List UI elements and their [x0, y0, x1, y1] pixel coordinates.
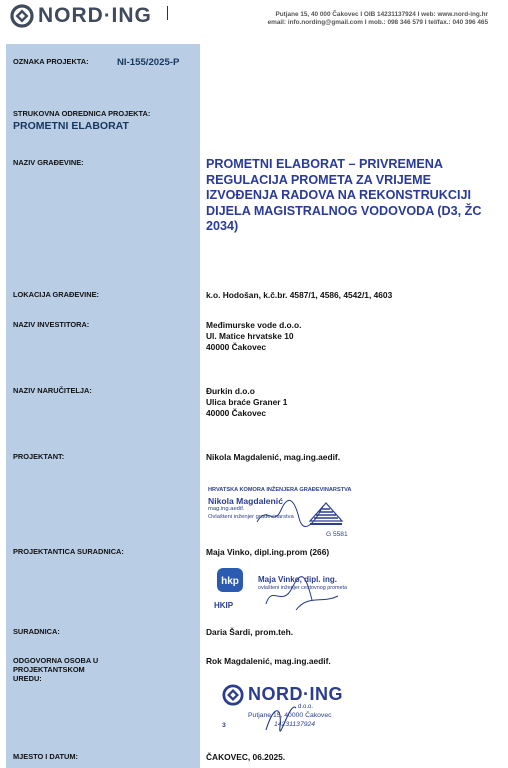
- designer-label: PROJEKTANT:: [13, 452, 65, 461]
- responsible-person-label: ODGOVORNA OSOBA U PROJEKTANTSKOM UREDU:: [13, 656, 99, 683]
- investor-label: NAZIV INVESTITORA:: [13, 320, 90, 329]
- svg-text:hkp: hkp: [221, 576, 239, 587]
- logo-text: NORD·ING: [38, 4, 152, 27]
- discipline-value: PROMETNI ELABORAT: [13, 120, 129, 132]
- project-code-label: OZNAKA PROJEKTA:: [13, 57, 89, 66]
- client-label: NAZIV NARUČITELJA:: [13, 386, 92, 395]
- header-divider: [167, 6, 168, 20]
- responsible-person-value: Rok Magdalenić, mag.ing.aedif.: [206, 656, 331, 666]
- company-stamp-logo-icon: [222, 684, 244, 706]
- client-value: Đurkin d.o.o Ulica braće Graner 1 40000 Čakovec: [206, 386, 288, 418]
- co-designer-value: Maja Vinko, dipl.ing.prom (266): [206, 547, 330, 557]
- co-designer-signature: [262, 574, 342, 614]
- nording-logo-icon: [10, 4, 34, 28]
- designer-signature: [255, 498, 325, 532]
- associate-label: SURADNICA:: [13, 627, 60, 636]
- building-name-label: NAZIV GRAĐEVINE:: [13, 158, 84, 167]
- place-date-value: ČAKOVEC, 06.2025.: [206, 752, 286, 762]
- hkip-logo-icon: [216, 567, 244, 593]
- location-value: k.o. Hodošan, k.č.br. 4587/1, 4586, 4542/1, 4603: [206, 290, 393, 300]
- building-name-value: PROMETNI ELABORAT – PRIVREMENA REGULACIJA PROMETA ZA VRIJEME IZVOĐENJA RADOVA NA REKONSTRUKCIJI DIJELA MAGISTRALNOG VODOVODA (D3, ŽC 2034): [206, 157, 482, 233]
- location-label: LOKACIJA GRAĐEVINE:: [13, 290, 99, 299]
- hkig-stamp: HRVATSKA KOMORA INŽENJERA GRAĐEVINARSTVA Nikola Magdalenić mag.ing.aedif. Ovlašteni inženjer građevinarstva G 5581: [208, 487, 352, 538]
- header-contact-info: Putjane 15, 40 000 Čakovec I OIB 14231137924 I web: www.nord-ing.hr email: info.nording@gmail.com I mob.: 098 346 579 I tel/fax.: 040 396 465: [267, 11, 488, 26]
- discipline-label: STRUKOVNA ODREDNICA PROJEKTA:: [13, 109, 151, 118]
- designer-value: Nikola Magdalenić, mag.ing.aedif.: [206, 452, 341, 462]
- company-stamp: NORD·ING d.o.o. Putjane 15, 40000 Čakovec 14231137924 3: [222, 684, 344, 729]
- co-designer-label: PROJEKTANTICA SURADNICA:: [13, 547, 124, 556]
- project-code-value: NI-155/2025-P: [117, 57, 180, 68]
- place-date-label: MJESTO I DATUM:: [13, 752, 79, 761]
- company-logo: [10, 3, 152, 29]
- investor-value: Međimurske vode d.o.o. Ul. Matice hrvatske 10 40000 Čakovec: [206, 320, 302, 352]
- associate-value: Daria Šardi, prom.teh.: [206, 627, 294, 637]
- hkip-stamp: hkp HKIP Maja Vinko, dipl. ing. ovlašteni inženjer cestovnog prometa: [212, 565, 352, 615]
- responsible-signature: [260, 696, 300, 736]
